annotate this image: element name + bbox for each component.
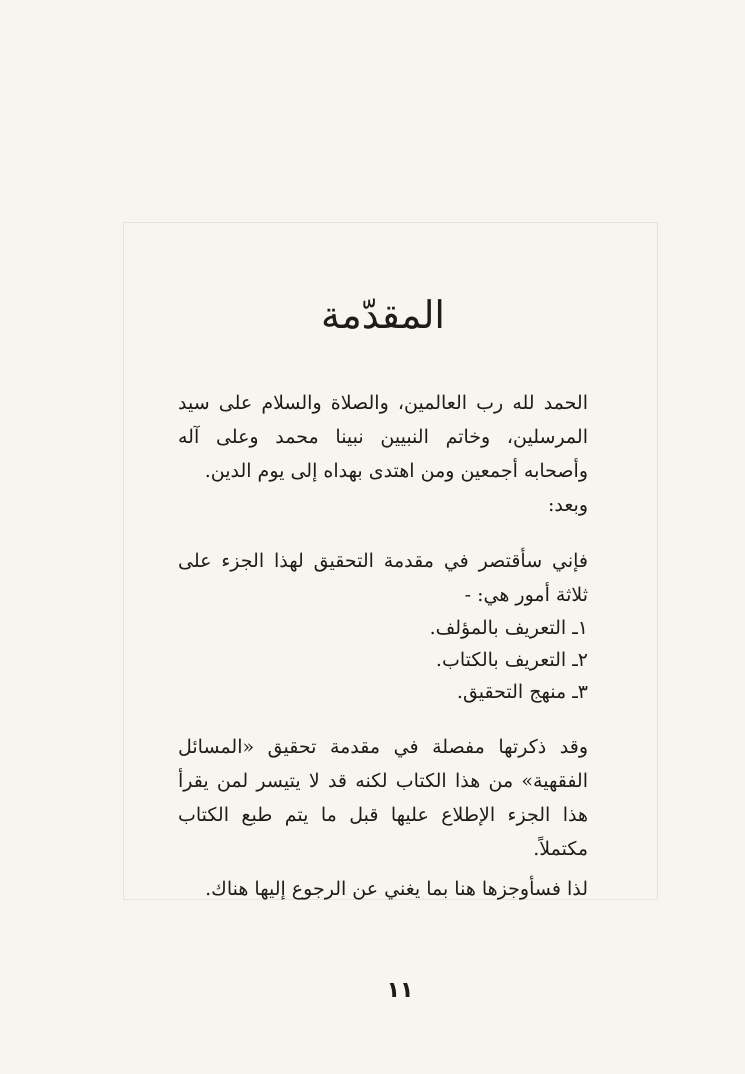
list-item: ١ـ التعريف بالمؤلف. <box>429 617 588 639</box>
list-item: ٣ـ منهج التحقيق. <box>456 681 588 703</box>
closing-paragraph: لذا فسأوجزها هنا بما يغني عن الرجوع إليها هناك. <box>205 878 588 900</box>
page-number <box>0 978 745 1003</box>
details-paragraph: وقد ذكرتها مفصلة في مقدمة تحقيق «المسائل الفقهية» من هذا الكتاب لكنه قد لا يتيسر لمن يقرأ هذا الجزء الإطلاع عليها قبل ما يتم طبع الكتاب مكتملاً. <box>178 736 588 860</box>
page-title: المقدّمة <box>320 293 445 337</box>
topics-list <box>178 612 588 708</box>
list-item: ٢ـ التعريف بالكتاب. <box>435 649 588 671</box>
opening-paragraph: الحمد لله رب العالمين، والصلاة والسلام على سيد المرسلين، وخاتم النبيين نبينا محمد وعلى آله وأصحابه أجمعين ومن اهتدى بهداه إلى يوم الدين. <box>178 392 588 482</box>
document-body <box>178 290 588 906</box>
page-number-text: ١١ <box>386 978 414 1003</box>
transition-paragraph: وبعد: <box>547 494 588 516</box>
intro-paragraph: فإني سأقتصر في مقدمة التحقيق لهذا الجزء على ثلاثة أمور هي: - <box>178 550 588 606</box>
